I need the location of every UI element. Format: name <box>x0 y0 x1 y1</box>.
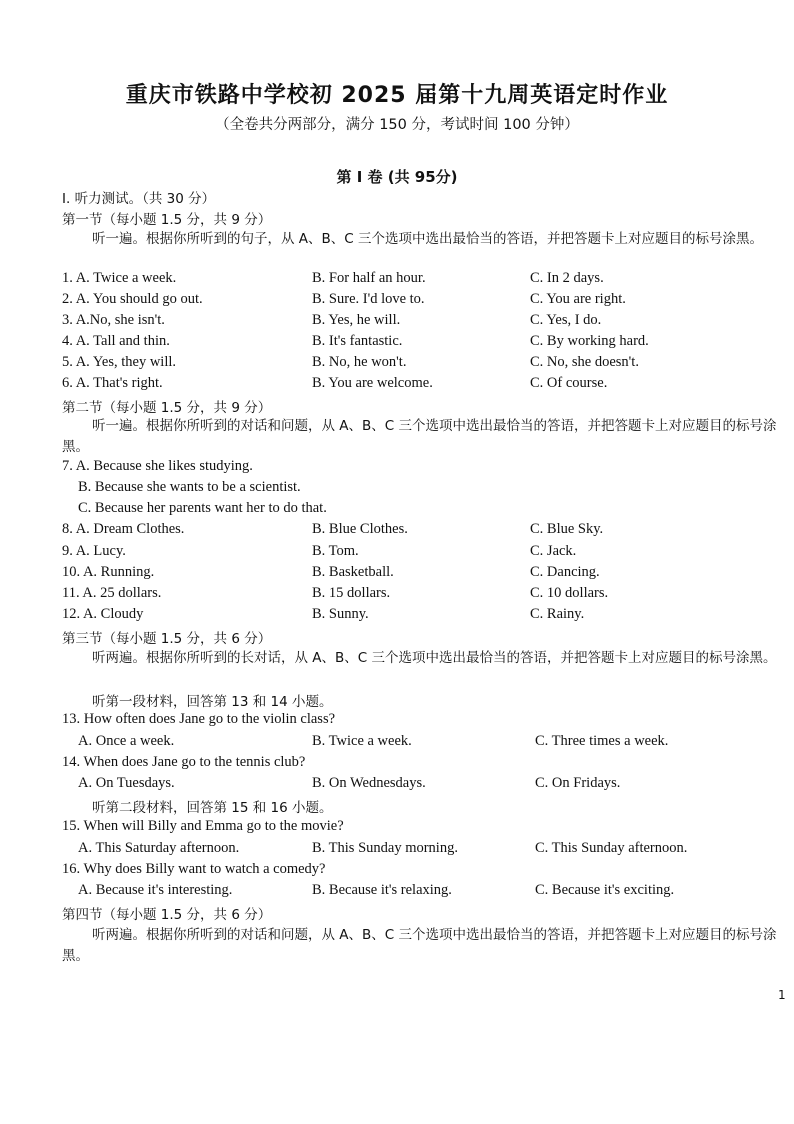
q16-option-a: A. Because it's interesting. <box>78 882 233 898</box>
q9-option-b: B. Tom. <box>312 543 359 559</box>
part3-instruction: 听两遍。根据你所听到的长对话，从 A、B、C 三个选项中选出最恰当的答语，并把答题卡上对应题目的标号涂黑。 <box>92 650 777 666</box>
material-1-note: 听第一段材料，回答第 13 和 14 小题。 <box>92 694 333 710</box>
page-number: 1 <box>778 988 786 1002</box>
part3-heading: 第三节（每小题 1.5 分，共 6 分） <box>62 631 272 647</box>
q15-stem: 15. When will Billy and Emma go to the movie? <box>62 818 344 834</box>
q7-option-b: B. Because she wants to be a scientist. <box>78 479 301 495</box>
part4-heading: 第四节（每小题 1.5 分，共 6 分） <box>62 907 272 923</box>
q10-option-a: 10. A. Running. <box>62 564 155 580</box>
q3-option-a: 3. A.No, she isn't. <box>62 312 165 328</box>
q2-option-a: 2. A. You should go out. <box>62 291 203 307</box>
q5-option-a: 5. A. Yes, they will. <box>62 354 177 370</box>
q4-option-b: B. It's fantastic. <box>312 333 403 349</box>
part2-heading: 第二节（每小题 1.5 分，共 9 分） <box>62 400 272 416</box>
q13-option-a: A. Once a week. <box>78 733 175 749</box>
q14-option-c: C. On Fridays. <box>535 775 621 791</box>
part1-instruction: 听一遍。根据你所听到的句子，从 A、B、C 三个选项中选出最恰当的答语，并把答题卡上对应题目的标号涂黑。 <box>92 231 764 247</box>
q14-option-a: A. On Tuesdays. <box>78 775 175 791</box>
q13-option-b: B. Twice a week. <box>312 733 412 749</box>
q8-option-b: B. Blue Clothes. <box>312 521 408 537</box>
page-title: 重庆市铁路中学校初 2025 届第十九周英语定时作业 <box>125 83 669 108</box>
q9-option-c: C. Jack. <box>530 543 577 559</box>
q2-option-b: B. Sure. I'd love to. <box>312 291 425 307</box>
q12-option-c: C. Rainy. <box>530 606 585 622</box>
q11-option-a: 11. A. 25 dollars. <box>62 585 162 601</box>
q1-option-c: C. In 2 days. <box>530 270 604 286</box>
part1-heading: 第一节（每小题 1.5 分，共 9 分） <box>62 212 272 228</box>
q9-option-a: 9. A. Lucy. <box>62 543 126 559</box>
q5-option-b: B. No, he won't. <box>312 354 407 370</box>
section-heading: I. 听力测试。（共 30 分） <box>62 191 216 207</box>
q14-option-b: B. On Wednesdays. <box>312 775 426 791</box>
q16-option-c: C. Because it's exciting. <box>535 882 675 898</box>
q16-stem: 16. Why does Billy want to watch a comedy? <box>62 861 326 877</box>
q3-option-b: B. Yes, he will. <box>312 312 401 328</box>
q11-option-b: B. 15 dollars. <box>312 585 391 601</box>
q12-option-a: 12. A. Cloudy <box>62 606 144 622</box>
q1-option-b: B. For half an hour. <box>312 270 426 286</box>
exam-info: （全卷共分两部分，满分 150 分，考试时间 100 分钟） <box>215 117 579 133</box>
q15-option-a: A. This Saturday afternoon. <box>78 840 240 856</box>
material-2-note: 听第二段材料，回答第 15 和 16 小题。 <box>92 800 333 816</box>
q4-option-c: C. By working hard. <box>530 333 649 349</box>
q10-option-b: B. Basketball. <box>312 564 394 580</box>
part2-instruction: 听一遍。根据你所听到的对话和问题，从 A、B、C 三个选项中选出最恰当的答语，并把答题卡上对应题目的标号涂黑。 <box>62 418 777 455</box>
q15-option-b: B. This Sunday morning. <box>312 840 458 856</box>
q6-option-a: 6. A. That's right. <box>62 375 163 391</box>
q16-option-b: B. Because it's relaxing. <box>312 882 452 898</box>
q6-option-b: B. You are welcome. <box>312 375 433 391</box>
part4-instruction: 听两遍。根据你所听到的对话和问题，从 A、B、C 三个选项中选出最恰当的答语，并把答题卡上对应题目的标号涂黑。 <box>62 927 777 964</box>
q15-option-c: C. This Sunday afternoon. <box>535 840 688 856</box>
q5-option-c: C. No, she doesn't. <box>530 354 639 370</box>
q13-stem: 13. How often does Jane go to the violin class? <box>62 711 336 727</box>
q12-option-b: B. Sunny. <box>312 606 369 622</box>
q3-option-c: C. Yes, I do. <box>530 312 602 328</box>
q13-option-c: C. Three times a week. <box>535 733 669 749</box>
q1-option-a: 1. A. Twice a week. <box>62 270 177 286</box>
q8-option-a: 8. A. Dream Clothes. <box>62 521 185 537</box>
q7-option-a: 7. A. Because she likes studying. <box>62 458 253 474</box>
volume-heading: 第 I 卷 (共 95分) <box>336 168 458 186</box>
q6-option-c: C. Of course. <box>530 375 608 391</box>
q8-option-c: C. Blue Sky. <box>530 521 604 537</box>
q14-stem: 14. When does Jane go to the tennis club? <box>62 754 306 770</box>
q7-option-c: C. Because her parents want her to do that. <box>78 500 327 516</box>
q11-option-c: C. 10 dollars. <box>530 585 609 601</box>
q2-option-c: C. You are right. <box>530 291 626 307</box>
q10-option-c: C. Dancing. <box>530 564 600 580</box>
q4-option-a: 4. A. Tall and thin. <box>62 333 170 349</box>
